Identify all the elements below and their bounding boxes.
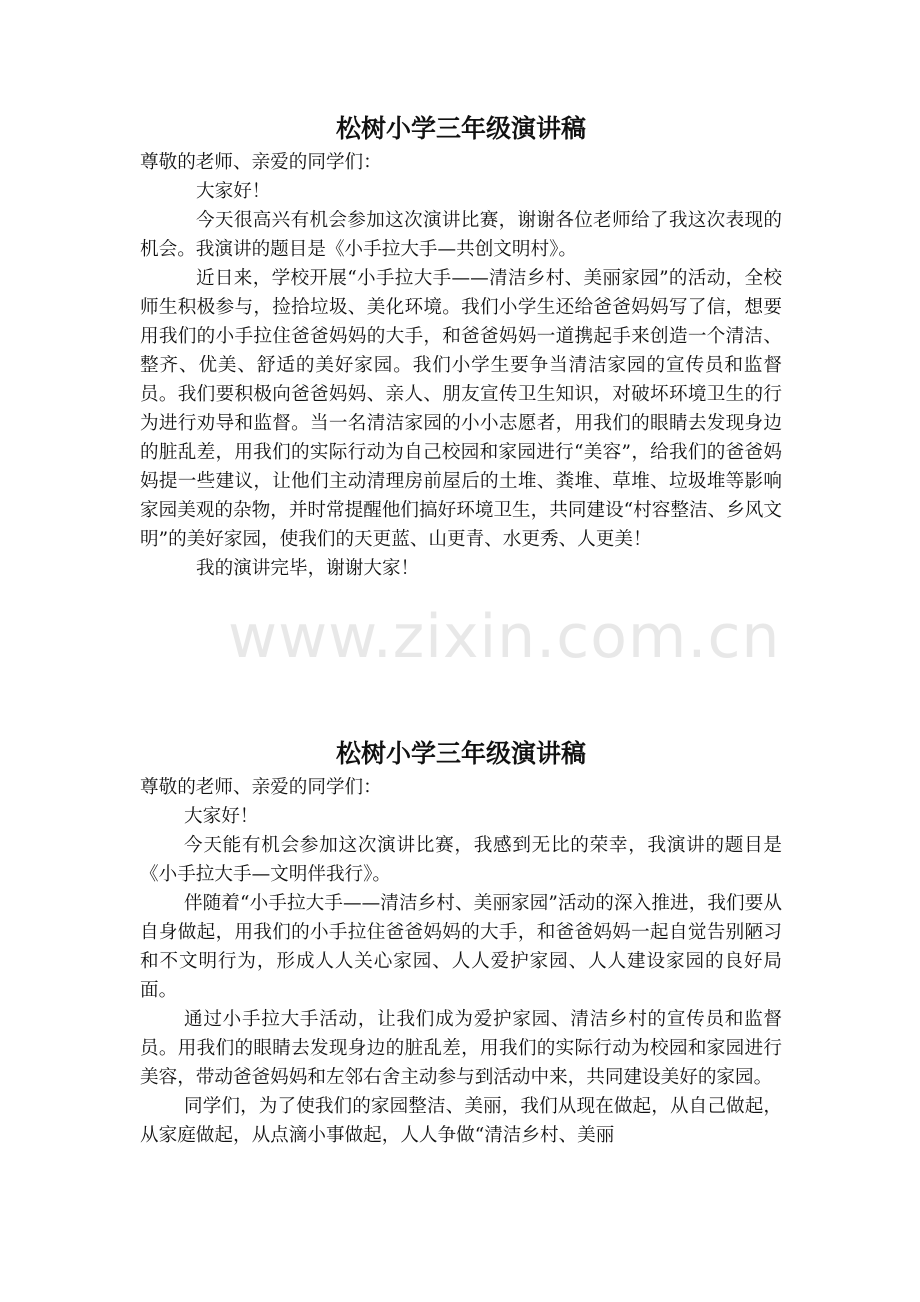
speech-title: 松树小学三年级演讲稿 xyxy=(335,114,586,143)
body-paragraph: 伴随着“小手拉大手——清洁乡村、美丽家园”活动的深入推进，我们要从自身做起，用我们的小手拉住爸爸妈妈的大手，和爸爸妈妈一起自觉告别陋习和不文明行为，形成人人关心家园、人人爱护家园、人人建设家园的良好局面。 xyxy=(140,893,782,1001)
body-paragraph: 近日来，学校开展“小手拉大手——清洁乡村、美丽家园”的活动，全校师生积极参与，捡拾垃圾、美化环境。我们小学生还给爸爸妈妈写了信，想要用我们的小手拉住爸爸妈妈的大手，和爸爸妈妈一道携起手来创造一个清洁、整齐、优美、舒适的美好家园。我们小学生要争当清洁家园的宣传员和监督员。我们要积极向爸爸妈妈、亲人、朋友宣传卫生知识，对破坏环境卫生的行为进行劝导和监督。当一名清洁家园的小小志愿者，用我们的眼睛去发现身边的脏乱差，用我们的实际行动为自己校园和家园进行“美容”，给我们的爸爸妈妈提一些建议，让他们主动清理房前屋后的土堆、粪堆、草堆、垃圾堆等影响家园美观的杂物，并时常提醒他们搞好环境卫生，共同建设“村容整洁、乡风文明”的美好家园，使我们的天更蓝、山更青、水更秀、人更美！ xyxy=(140,268,782,550)
watermark: www.zixin.com.cn xyxy=(228,602,781,672)
speech-section-1 xyxy=(140,112,782,583)
closing-line: 我的演讲完毕，谢谢大家！ xyxy=(196,558,420,579)
speech-title: 松树小学三年级演讲稿 xyxy=(335,739,586,768)
body-paragraph: 今天能有机会参加这次演讲比赛，我感到无比的荣幸，我演讲的题目是《小手拉大手—文明伴我行》。 xyxy=(140,835,782,885)
salutation: 尊敬的老师、亲爱的同学们： xyxy=(140,777,382,798)
body-paragraph: 同学们，为了使我们的家园整洁、美丽，我们从现在做起，从自己做起，从家庭做起，从点滴小事做起，人人争做“清洁乡村、美丽 xyxy=(140,1096,782,1146)
body-paragraph: 通过小手拉大手活动，让我们成为爱护家园、清洁乡村的宣传员和监督员。用我们的眼睛去发现身边的脏乱差，用我们的实际行动为校园和家园进行美容，带动爸爸妈妈和左邻右舍主动参与到活动中来，共同建设美好的家园。 xyxy=(140,1009,782,1088)
greeting: 大家好！ xyxy=(196,181,271,202)
body-paragraph: 今天很高兴有机会参加这次演讲比赛，谢谢各位老师给了我这次表现的机会。我演讲的题目是《小手拉大手—共创文明村》。 xyxy=(140,210,782,260)
speech-section-2 xyxy=(140,737,782,1150)
salutation: 尊敬的老师、亲爱的同学们： xyxy=(140,152,382,173)
greeting: 大家好！ xyxy=(184,806,259,827)
